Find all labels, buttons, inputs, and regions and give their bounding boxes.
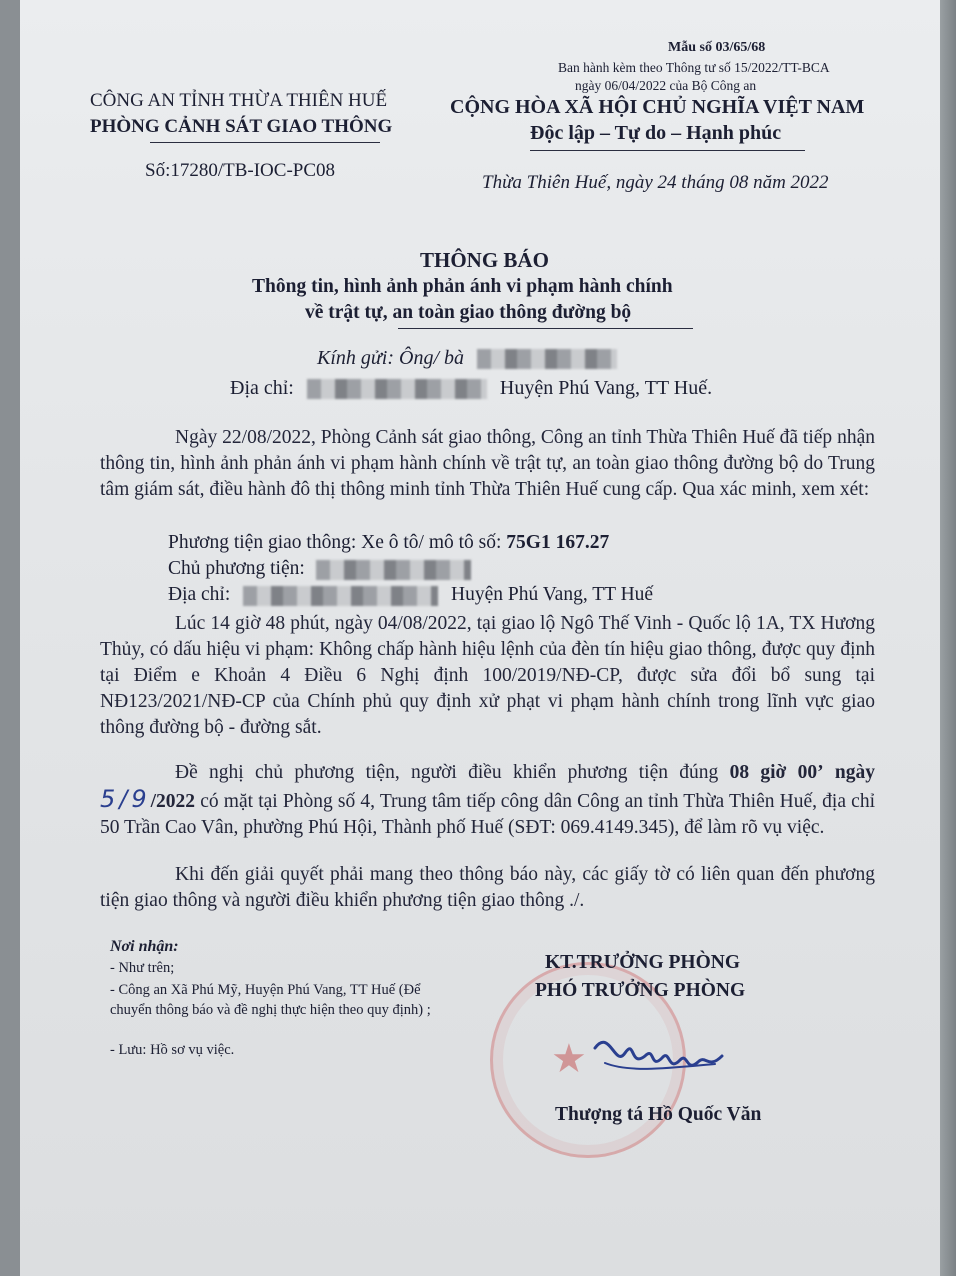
handwritten-date: 5/9 xyxy=(100,785,151,813)
owner-address-line xyxy=(168,584,653,606)
signature-title-2: PHÓ TRƯỞNG PHÒNG xyxy=(535,980,746,1001)
document-title: THÔNG BÁO xyxy=(420,248,549,272)
motto-underline xyxy=(530,150,805,151)
recipients-item-3: - Lưu: Hồ sơ vụ việc. xyxy=(110,1042,235,1058)
document-subtitle-line1: Thông tin, hình ảnh phản ánh vi phạm hành chính xyxy=(252,276,673,297)
document-subtitle-line2: về trật tự, an toàn giao thông đường bộ xyxy=(305,302,632,323)
form-number: Mẫu số 03/65/68 xyxy=(668,40,766,55)
vehicle-line xyxy=(168,532,609,554)
form-reference-line2: ngày 06/04/2022 của Bộ Công an xyxy=(575,78,757,93)
paragraph-closing: Khi đến giải quyết phải mang theo thông báo này, các giấy tờ có liên quan đến phương tiện giao thông và người điều khiển phương tiện giao thông ./. xyxy=(100,864,875,911)
paragraph-violation: Lúc 14 giờ 48 phút, ngày 04/08/2022, tại giao lộ Ngô Thế Vinh - Quốc lộ 1A, TX Hương Thủy, có dấu hiệu vi phạm: Không chấp hành hiệu lệnh của đèn tín hiệu giao thông, được quy định tại Điểm e Khoản 4 Điều 6 Nghị định 100/2019/NĐ-CP, được sửa đổi bổ sung tại NĐ123/2021/NĐ-CP của Chính phủ quy định xử phạt vi phạm hành chính trong lĩnh vực giao thông đường bộ - đường sắt. xyxy=(100,613,875,738)
redacted-address xyxy=(307,379,487,399)
handwritten-signature xyxy=(590,1018,730,1078)
vehicle-plate: 75G1 167.27 xyxy=(506,532,610,553)
salutation xyxy=(317,347,617,370)
signature-title-1: KT.TRƯỞNG PHÒNG xyxy=(545,952,740,973)
agency-underline xyxy=(150,142,380,143)
recipient-address xyxy=(230,377,712,400)
request-time: 08 giờ 00’ xyxy=(729,762,824,783)
seal-star-icon: ★ xyxy=(551,1036,587,1081)
recipients-item-2: - Công an Xã Phú Mỹ, Huyện Phú Vang, TT Huế (Để chuyển thông báo và đề nghị thực hiện theo quy định) ; xyxy=(110,982,431,1018)
address-label: Địa chỉ: xyxy=(230,377,294,399)
place-and-date: Thừa Thiên Huế, ngày 24 tháng 08 năm 2022 xyxy=(482,172,829,193)
owner-label: Chủ phương tiện: xyxy=(168,558,305,579)
salutation-text: Kính gửi: Ông/ bà xyxy=(317,347,465,369)
recipients-item-1: - Như trên; xyxy=(110,960,175,976)
background-edge xyxy=(940,0,956,1276)
owner-line xyxy=(168,558,471,580)
national-motto: Độc lập – Tự do – Hạnh phúc xyxy=(530,122,782,144)
redacted-owner xyxy=(316,560,471,580)
address-tail: Huyện Phú Vang, TT Huế. xyxy=(499,377,713,399)
form-reference-line1: Ban hành kèm theo Thông tư số 15/2022/TT-BCA xyxy=(558,60,830,75)
signer-name: Thượng tá Hồ Quốc Văn xyxy=(555,1104,762,1125)
document-page xyxy=(20,0,940,1276)
nation-name: CỘNG HÒA XÃ HỘI CHỦ NGHĨA VIỆT NAM xyxy=(450,96,865,118)
redacted-owner-address xyxy=(243,586,438,606)
request-year: /2022 xyxy=(150,791,196,812)
request-day-label: ngày xyxy=(834,762,876,783)
paragraph-intro: Ngày 22/08/2022, Phòng Cảnh sát giao thông, Công an tỉnh Thừa Thiên Huế đã tiếp nhận thông tin, hình ảnh phản ánh vi phạm hành chính về trật tự, an toàn giao thông đường bộ do Trung tâm giám sát, điều hành đô thị thông minh tỉnh Thừa Thiên Huế cung cấp. Qua xác minh, xem xét: xyxy=(100,427,875,500)
owner-address-tail: Huyện Phú Vang, TT Huế xyxy=(451,584,654,605)
recipients-heading: Nơi nhận: xyxy=(110,938,179,955)
document-number: Số:17280/TB-IOC-PC08 xyxy=(145,160,336,181)
owner-address-label: Địa chỉ: xyxy=(168,584,231,605)
request-rest: có mặt tại Phòng số 4, Trung tâm tiếp công dân Công an tỉnh Thừa Thiên Huế, địa chỉ 50 Trần Cao Vân, phường Phú Hội, Thành phố Huế (SĐT: 069.4149.345), để làm rõ vụ việc. xyxy=(100,791,875,838)
subtitle-underline xyxy=(398,328,693,329)
redacted-name xyxy=(477,349,617,369)
agency-parent: CÔNG AN TỈNH THỪA THIÊN HUẾ xyxy=(90,90,388,111)
paragraph-request xyxy=(100,760,875,841)
vehicle-label: Phương tiện giao thông: Xe ô tô/ mô tô số: xyxy=(168,532,502,553)
agency-name: PHÒNG CẢNH SÁT GIAO THÔNG xyxy=(90,116,393,137)
request-intro: Đề nghị chủ phương tiện, người điều khiển phương tiện đúng xyxy=(175,762,719,783)
